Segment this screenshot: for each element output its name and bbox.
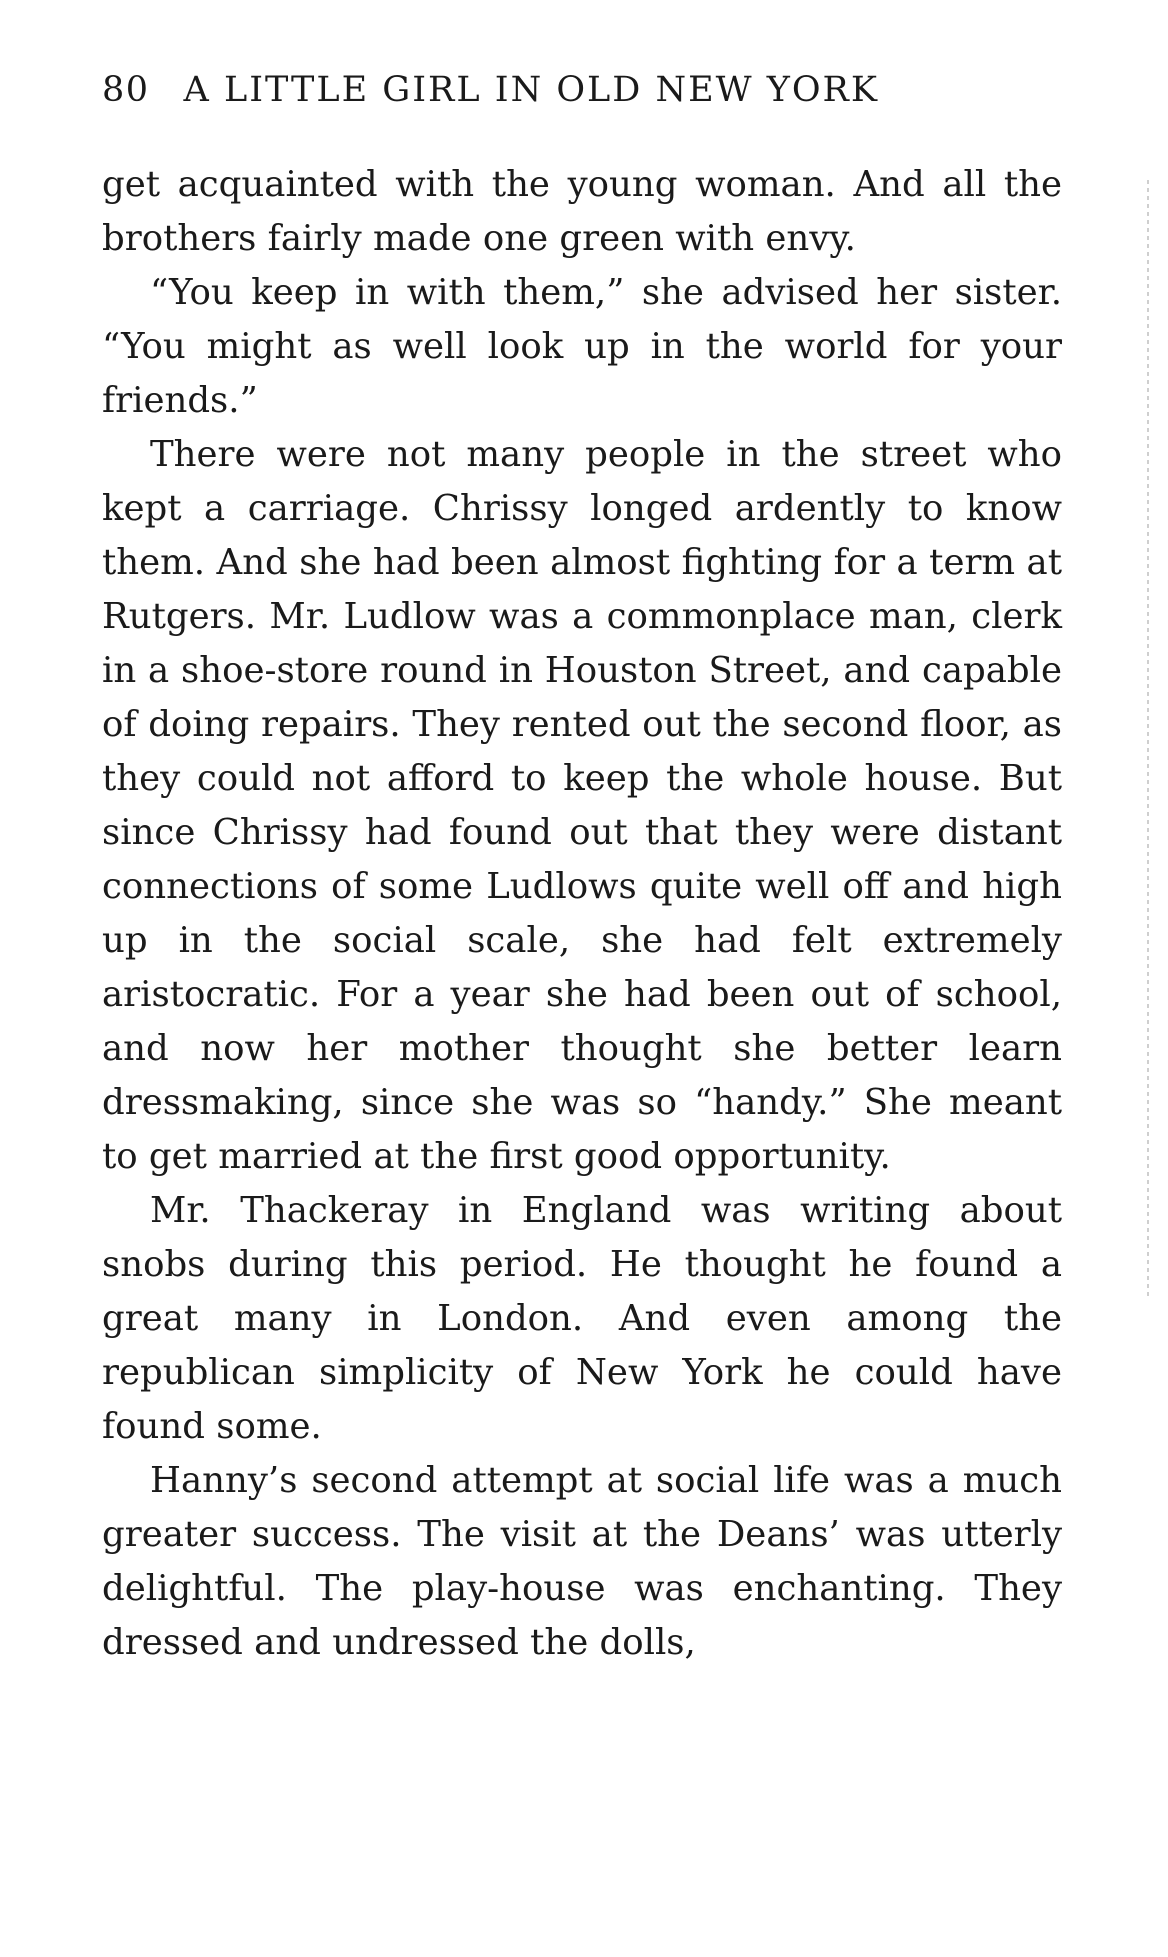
page-number: 80 (102, 70, 150, 110)
body-text (102, 158, 1062, 1670)
paragraph-hanny: Hanny’s second attempt at social life was a much greater success. The visit at the Deans’ was utterly delightful. The play-house was enchanting. They dressed and undressed the dolls, (102, 1460, 1062, 1663)
running-title: A LITTLE GIRL IN OLD NEW YORK (183, 70, 880, 110)
paragraph-chrissy: There were not many people in the street who kept a carriage. Chrissy longed ardently to know them. And she had been almost fighting for a term at Rutgers. Mr. Ludlow was a commonplace man, clerk in a shoe-store round in Houston Street, and capable of doing repairs. They rented out the second floor, as they could not afford to keep the whole house. But since Chrissy had found out that they were distant connections of some Ludlows quite well off and high up in the social scale, she had felt extremely aristocratic. For a year she had been out of school, and now her mother thought she better learn dressmaking, since she was so “handy.” She meant to get married at the first good opportunity. (102, 434, 1062, 1177)
paragraph-advice: “You keep in with them,” she advised her sister. “You might as well look up in the world for your friends.” (102, 272, 1062, 421)
paragraph-thackeray: Mr. Thackeray in England was writing about snobs during this period. He thought he found a great many in London. And even among the republican simplicity of New York he could have found some. (102, 1190, 1062, 1447)
page-edge-marks (1147, 180, 1149, 1300)
running-head (102, 70, 1062, 114)
paragraph-continuation: get acquainted with the young woman. And all the brothers fairly made one green with envy. (102, 164, 1062, 259)
